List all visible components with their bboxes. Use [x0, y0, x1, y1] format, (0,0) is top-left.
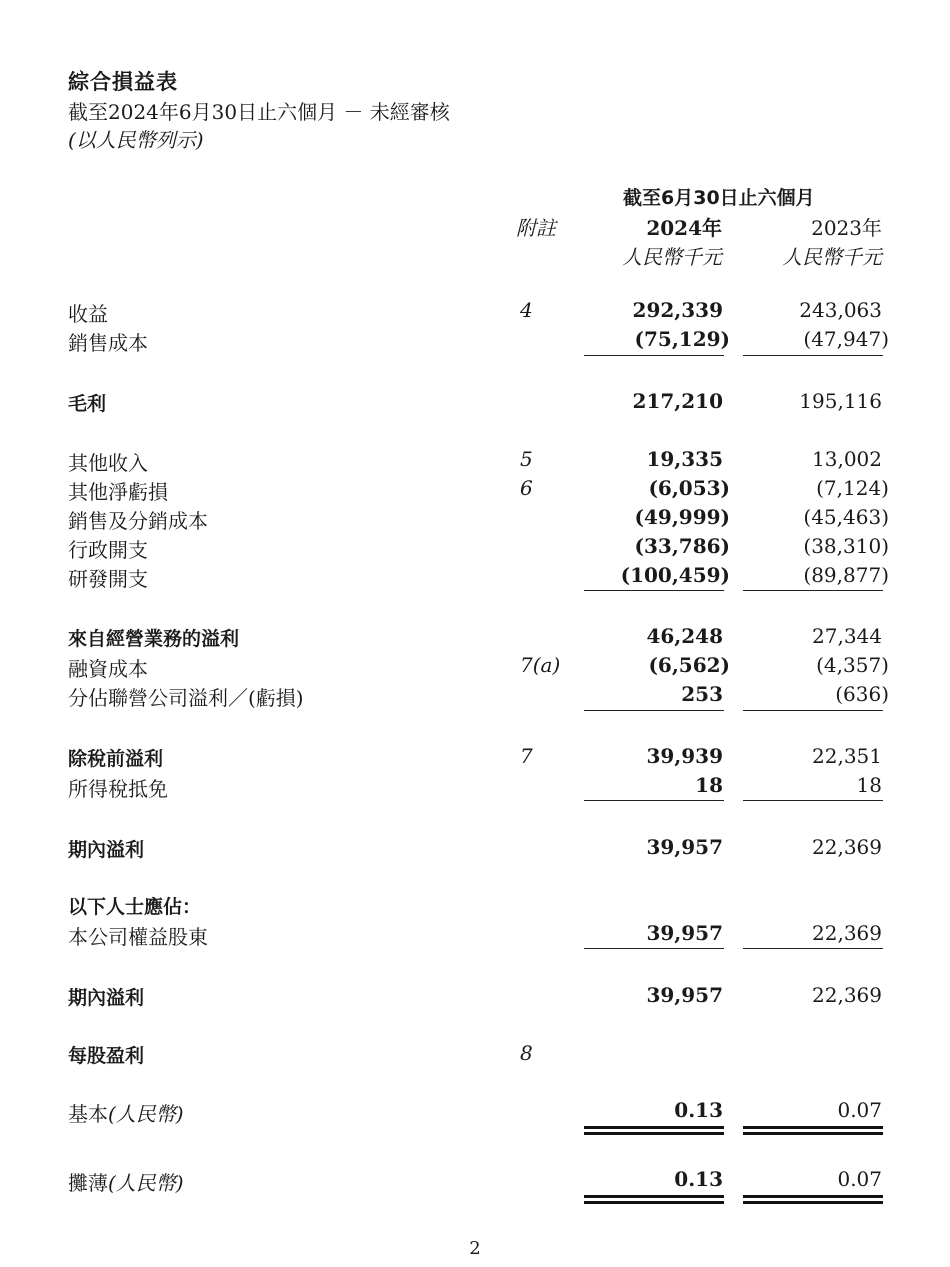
row-value-2023: 22,369: [812, 921, 882, 945]
subtotal-rule: [584, 710, 724, 711]
subtotal-rule: [743, 948, 883, 949]
row-value-2023: (45,463): [803, 505, 889, 529]
row-label: 以下人士應佔：: [68, 896, 202, 918]
row-value-2024: 292,339: [632, 298, 723, 322]
row-label: 期內溢利: [68, 987, 145, 1009]
subtotal-rule: [743, 590, 883, 591]
row-label: 每股盈利: [68, 1045, 145, 1067]
year-2023-header: 2023年: [811, 216, 882, 240]
row-label: 毛利: [68, 393, 107, 415]
row-value-2023: 22,369: [812, 983, 882, 1007]
column-period-header: 截至6月30日止六個月: [623, 187, 815, 209]
row-value-2023: 243,063: [799, 298, 882, 322]
row-value-2024: 217,210: [632, 389, 723, 413]
row-value-2024: 39,939: [646, 744, 723, 768]
row-note: 7: [520, 744, 533, 768]
year-2024-header: 2024年: [646, 216, 722, 240]
subtotal-rule: [584, 800, 724, 801]
row-label: 本公司權益股東: [68, 925, 208, 949]
row-label: 研發開支: [68, 567, 148, 591]
row-label: 收益: [68, 302, 108, 326]
total-double-rule: [584, 1195, 724, 1204]
row-value-2023: 0.07: [837, 1098, 882, 1122]
subtotal-rule: [584, 355, 724, 356]
unit-2023-header: 人民幣千元: [782, 245, 882, 269]
row-note: 8: [520, 1041, 533, 1065]
row-label: 攤薄(人民幣): [68, 1171, 184, 1195]
row-value-2023: (47,947): [803, 327, 889, 351]
total-double-rule: [743, 1126, 883, 1135]
row-label: 除稅前溢利: [68, 748, 164, 770]
unit-2024-header: 人民幣千元: [622, 245, 722, 269]
row-value-2024: 253: [681, 682, 723, 706]
row-value-2023: 13,002: [812, 447, 882, 471]
row-value-2023: 22,369: [812, 835, 882, 859]
statement-title: 綜合損益表: [68, 70, 178, 94]
row-label: 來自經營業務的溢利: [68, 628, 240, 650]
subtotal-rule: [584, 948, 724, 949]
row-value-2024: (75,129): [634, 327, 730, 351]
row-value-2023: 18: [856, 773, 882, 797]
row-label: 行政開支: [68, 538, 148, 562]
row-label: 其他收入: [68, 451, 148, 475]
row-label: 所得稅抵免: [68, 777, 168, 801]
row-value-2023: (4,357): [816, 653, 889, 677]
page-number: 2: [469, 1238, 481, 1259]
row-value-2023: (636): [835, 682, 889, 706]
row-value-2023: 195,116: [799, 389, 882, 413]
row-value-2023: 27,344: [812, 624, 882, 648]
row-note: 4: [520, 298, 533, 322]
note-column-header: 附註: [516, 216, 556, 240]
row-value-2024: (6,053): [648, 476, 730, 500]
statement-subtitle: 截至2024年6月30日止六個月 － 未經審核: [68, 100, 450, 124]
row-value-2023: 0.07: [837, 1167, 882, 1191]
row-value-2024: 46,248: [646, 624, 723, 648]
row-label: 期內溢利: [68, 839, 145, 861]
subtotal-rule: [743, 355, 883, 356]
row-value-2024: (33,786): [634, 534, 730, 558]
row-label: 基本(人民幣): [68, 1102, 184, 1126]
row-value-2024: (100,459): [620, 563, 730, 587]
row-value-2024: 0.13: [674, 1167, 723, 1191]
row-value-2024: 18: [695, 773, 723, 797]
row-value-2024: 39,957: [646, 983, 723, 1007]
subtotal-rule: [743, 800, 883, 801]
subtotal-rule: [584, 590, 724, 591]
row-value-2024: 39,957: [646, 921, 723, 945]
row-label: 銷售成本: [68, 331, 148, 355]
row-value-2023: (38,310): [803, 534, 889, 558]
row-label: 分佔聯營公司溢利／(虧損): [68, 686, 304, 710]
currency-note: (以人民幣列示): [68, 128, 204, 152]
row-value-2024: 39,957: [646, 835, 723, 859]
row-value-2024: (49,999): [634, 505, 730, 529]
row-note: 6: [520, 476, 533, 500]
row-value-2023: (7,124): [816, 476, 889, 500]
total-double-rule: [584, 1126, 724, 1135]
row-note: 5: [520, 447, 533, 471]
row-note: 7(a): [520, 653, 561, 677]
total-double-rule: [743, 1195, 883, 1204]
row-label: 其他淨虧損: [68, 480, 168, 504]
row-value-2023: (89,877): [803, 563, 889, 587]
row-value-2024: (6,562): [648, 653, 730, 677]
row-value-2024: 0.13: [674, 1098, 723, 1122]
row-label: 融資成本: [68, 657, 148, 681]
row-label: 銷售及分銷成本: [68, 509, 208, 533]
subtotal-rule: [743, 710, 883, 711]
row-value-2024: 19,335: [646, 447, 723, 471]
row-value-2023: 22,351: [812, 744, 882, 768]
